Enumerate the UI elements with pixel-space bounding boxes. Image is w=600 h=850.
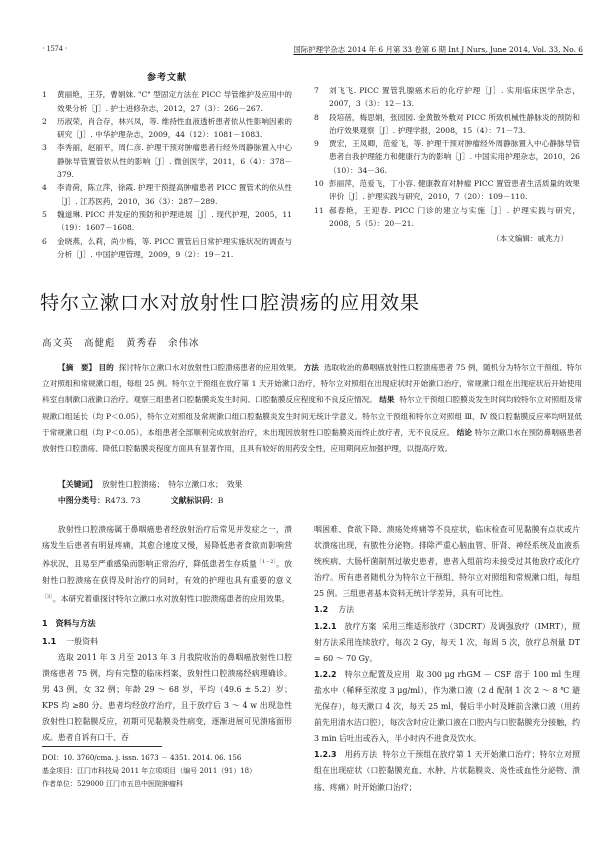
- keywords: [58, 479, 242, 490]
- reference-item: 9 贾宏，王凤卿，范爱飞，等. 护理干预对肿瘤经外周静脉置入中心静脉导管患者自我护理能力和健康行为的影响［J］. 中国实用护理杂志，2010，26（10）：34－36.: [314, 139, 580, 175]
- reference-item: 3 李秀丽，赵丽平，周仁彦. 护理干预对肿瘤患者行经外周静脉置入中心静脉导管置管依从性的影响［J］. 微创医学，2011，6（4）：378－379.: [42, 143, 292, 180]
- intro-paragraph: 放射性口腔溃疡属于鼻咽癌患者经放射治疗后常见并发症之一，溃疡发生后患者有明显疼痛，其愈合速度又慢，易降低患者食欲而影响营养状况，且易至严重感染而影响正常治疗，降低患者生存质量$^{[1-2]}$。放射性口腔溃疡在获得及时治疗的同时，有效的护理也具有重要的意义$^{[3]}$。本研究着重探讨特尔立漱口水对放射性口腔溃疡患者的应用效果。: [42, 525, 292, 604]
- doi: DOI：10. 3760/cma. j. issn. 1673 － 4351. 2014. 06. 156: [42, 754, 242, 762]
- general-info-paragraph: 选取 2011 年 3 月至 2013 年 3 月我院收治的鼻咽癌放射性口腔溃疡患者 75 例，均有完整的临床档案，放射性口腔溃疡经病理确诊。男 43 例，女 32 例；年龄 29 ～ 68 岁，平均（49.6 ± 5.2）岁；KPS 均 ≥80 分。患者均经放疗治疗，且于放疗后 3 ～ 4 w 出现急性放射性口腔黏膜反应，初期可见黏膜炎性病变，逐渐进展可见溃疡面形成。患者自诉有口干、吞: [42, 652, 292, 743]
- reference-item: 4 李青荷，陈立萍，徐霞. 护理干预提高肿瘤患者 PICC 置管术的依从性［J］. 江苏医药，2010，36（3）：287－289.: [42, 183, 292, 206]
- doc-code-label: 文献标识码：: [170, 496, 218, 505]
- body-right-column: [314, 522, 580, 796]
- subsection-heading: 1.2 方法: [314, 605, 355, 615]
- references-title: 参考文献: [146, 73, 187, 83]
- reference-item: 1 黄丽艳，王芬，曹娟妹. "C" 型固定方法在 PICC 导管维护及应用中的效果分析［J］. 护士进修杂志，2012，27（3）：266－267.: [42, 90, 292, 113]
- article-authors: 高文英 高健彪 黄秀春 余伟冰: [42, 338, 200, 349]
- keywords-label: 【关键词】: [58, 480, 97, 489]
- reference-item: 6 金晓燕，么莉，尚少梅，等. PICC 置管后日常护理实施状况的调查与分析［J］. 中国护理管理，2009，9（2）：19－21.: [42, 236, 292, 259]
- results-text: 特尔立干预组口腔膜炎发生时间均较特尔立对照组及常规漱口组延长（均 P＜0.05），特尔立对照组及常规漱口组口腔黏膜炎发生时间无统计学意义。特尔立干预组和特尔立对照组 Ⅲ、Ⅳ 级口腔黏膜反应率均明显低于常规漱口组（均 P＜0.05）。本组患者全部顺利完成放射治疗，未出现因放射性口腔黏膜炎而终止放疗者，无不良反应。: [42, 395, 583, 437]
- editor-note: （本文编辑：戚兆力）: [492, 234, 568, 244]
- method-paragraph: 1.2.3 用药方法 特尔立干预组在放疗第 1 天开始漱口治疗；特尔立对照组在出现症状（口腔黏膜充血、水肿、片状黏膜炎、炎性或血性分泌物、溃疡、疼痛）时开始漱口治疗；: [314, 750, 580, 792]
- footnote-divider: [42, 746, 162, 747]
- reference-item: 5 魏道琳. PICC 并发症的预防和护理进展［J］. 现代护理，2005，11（19）：1607－1608.: [42, 209, 292, 233]
- fund-info: 基金项目：江门市科技局 2011 年立项项目（编号 2011（91）18）: [42, 767, 257, 775]
- page-number: · 1574 ·: [42, 44, 68, 53]
- author-affiliation: 作者单位：529000 江门市五邑中医院肿瘤科: [42, 780, 183, 788]
- references-right-column: [314, 84, 580, 246]
- methods-label: 方法: [303, 363, 320, 372]
- objective-label: 目的: [98, 363, 114, 372]
- subsection-heading: 1.1 一般资料: [42, 636, 99, 646]
- reference-item: 11 郝春艳，王迎春. PICC 门诊的建立与实施［J］. 护理实践与研究，2008，5（5）：20－21.: [314, 205, 580, 228]
- reference-item: 2 历淑荣，肖合存，林兴凤，等. 维持性血液透析患者依从性影响因素的研究［J］. 中华护理杂志，2009，44（12）：1081－1083.: [42, 116, 292, 140]
- body-left-column: [42, 522, 292, 746]
- section-heading: 1 资料与方法: [42, 618, 96, 628]
- citation: ［3］: [42, 594, 53, 600]
- article-title: 特尔立漱口水对放射性口腔溃疡的应用效果: [40, 292, 421, 314]
- method-paragraph: 1.2.1 放疗方案 采用三维适形放疗（3DCRT）及调强放疗（IMRT），照射方法采用连续放疗，每次 2 Gy，每天 1 次，每周 5 次，放疗总剂量 DT = 60 ～ 70 Gy。: [314, 621, 580, 663]
- objective-text: 探讨特尔立漱口水对放射性口腔溃疡患者的应用效果。: [118, 363, 302, 372]
- clc-value: R473. 73: [104, 496, 141, 505]
- abstract: [42, 360, 582, 457]
- general-info-continued: 咽困难、食欲下降、溃疡处疼痛等不良症状，临床检查可见黏膜有点状或片状溃疡出现，有脓性分泌物。排除严重心脑血管、肝肾、神经系统及血液系统疾病、大肠杆菌制剂过敏史患者，患者入组前均未接受过其他放疗或化疗治疗。所有患者随机分为特尔立干预组、特尔立对照组和常规漱口组，每组 25 例。三组患者基本资料无统计学差异，具有可比性。: [314, 525, 580, 599]
- doc-code-value: B: [217, 496, 224, 505]
- method-paragraph: 1.2.2 特尔立配置及应用 取 300 μg rhGM － CSF 溶于 100 ml 生理盐水中（稀释至浓度 3 μg/ml），作为漱口液（2 d 配制 1 次 2 ～ 8 ℃ 避光保存），每天漱口 4 次，每天 25 ml，餐后半小时及睡前含漱口液（用药前先用清水洁口腔），每次含时应让漱口液在口腔内与口腔黏膜充分接触，约 3 min 后吐出或吞入，半小时内不进食及饮水。: [314, 669, 580, 744]
- results-label: 结果: [379, 395, 395, 405]
- keywords-text: 放射性口腔溃疡； 特尔立漱口水； 效果: [101, 480, 243, 489]
- classification: [58, 495, 223, 506]
- abstract-label: 【摘 要】: [58, 363, 97, 372]
- conclusion-label: 结论: [456, 427, 473, 437]
- reference-item: 10 彭丽萍，范爱飞，丁小容. 健康教育对肿瘤 PICC 置管患者生活质量的效果评价［J］. 护理实践与研究，2010，7（20）：109－110.: [314, 179, 580, 202]
- footnotes: [42, 752, 256, 791]
- journal-running-header: 国际护理学杂志 2014 年 6 月第 33 卷第 6 期 Int J Nurs, June 2014, Vol. 33, No. 6: [293, 45, 583, 54]
- methods-text: 选取收治的鼻咽癌放射性口腔溃疡患者 75 例，随机分为特尔立干预组、特尔立对照组和常规漱口组，每组 25 例。特尔立干预组在放疗第 1 天开始漱口治疗，特尔立对照组在出现症状时开始漱口治疗，常规漱口组在出现症状后开始使用科室自制漱口液漱口治疗。观察三组患者口腔黏膜炎发生时间、口腔黏膜反应程度和不良反应情况。: [42, 363, 583, 405]
- citation: ［1－2］: [257, 559, 277, 566]
- conclusion-text: 特尔立漱口水在预防鼻咽癌患者放射性口腔溃疡、降低口腔黏膜炎程度方面具有显著作用，且具有较好的用药安全性，应用期间应加强护理，以提高疗效。: [42, 427, 582, 454]
- references-left-column: [42, 72, 292, 261]
- reference-item: 7 刘飞飞. PICC 置管乳腺癌术后的化疗护理［J］. 实用临床医学杂志，2007，3（3）：12－13.: [314, 86, 580, 109]
- clc-label: 中图分类号：: [58, 496, 105, 505]
- reference-item: 8 段培蓓，梅思娟，张园园. 金黄散外敷对 PICC 所致机械性静脉炎的预防和治疗效果观察［J］. 护理学报，2008，15（4）：71－73.: [314, 112, 580, 135]
